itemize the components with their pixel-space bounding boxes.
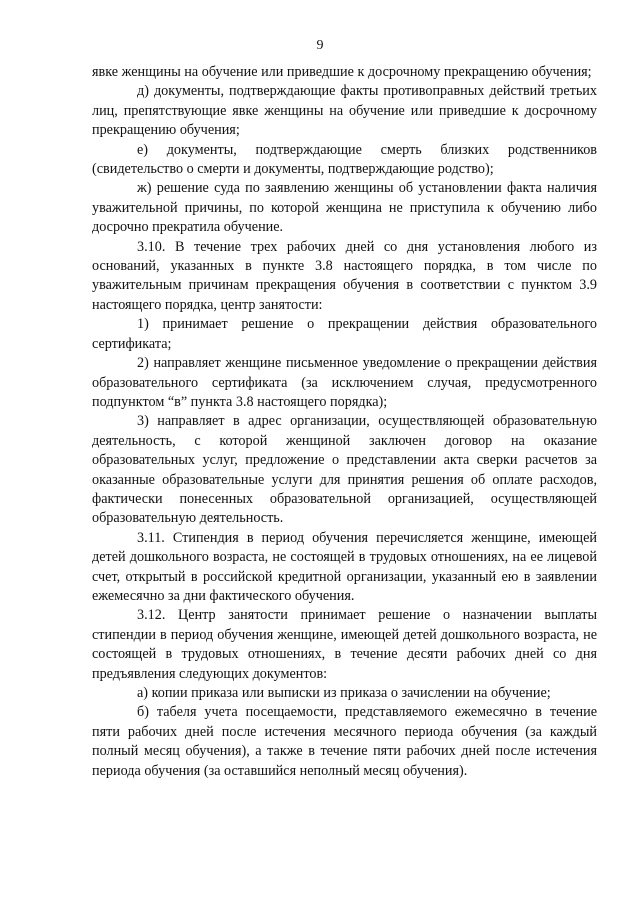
- document-body: [92, 63, 597, 781]
- paragraph-3-12-item-a: а) копии приказа или выписки из приказа о зачислении на обучение;: [137, 685, 551, 701]
- paragraph-item-e: е) документы, подтверждающие смерть близких родственников (свидетельство о смерти и документы, подтверждающие родство);: [92, 141, 597, 178]
- paragraph-continuation: явке женщины на обучение или приведшие к досрочному прекращению обучения;: [92, 64, 592, 80]
- paragraph-3-10-item-1: 1) принимает решение о прекращении действия образовательного сертификата;: [92, 316, 597, 352]
- page-number: 9: [316, 38, 324, 53]
- paragraph-3-12: 3.12. Центр занятости принимает решение о назначении выплаты стипендии в период обучения женщине, имеющей детей дошкольного возраста, не состоящей в трудовых отношениях, в течение десяти рабочих дней со дня предъявления следующих документов:: [92, 607, 597, 682]
- paragraph-item-zh: ж) решение суда по заявлению женщины об установлении факта наличия уважительной причины, по которой женщина не приступила к обучению либо досрочно прекратила обучение.: [92, 180, 597, 236]
- paragraph-item-d: д) документы, подтверждающие факты противоправных действий третьих лиц, препятствующие явке женщины на обучение или приведшие к досрочному прекращению обучения;: [92, 83, 597, 139]
- paragraph-3-11: 3.11. Стипендия в период обучения перечисляется женщине, имеющей детей дошкольного возраста, не состоящей в трудовых отношениях, на ее лицевой счет, открытый в российской кредитной организации, указанный ею в заявлении ежемесячно за дни фактического обучения.: [92, 529, 597, 604]
- paragraph-3-12-item-b: б) табеля учета посещаемости, представляемого ежемесячно в течение пяти рабочих дней после истечения месячного периода обучения (за каждый полный месяц обучения), а также в течение пяти рабочих дней после истечения периода обучения (за оставшийся неполный месяц обучения).: [92, 704, 597, 779]
- paragraph-3-10-item-3: 3) направляет в адрес организации, осуществляющей образовательную деятельность, с которой женщиной заключен договор на оказание образовательных услуг, предложение о представлении акта сверки расчетов за оказанные образовательные услуги для принятия решения об оплате расходов, фактически понесенных образовательной организацией, осуществляющей образовательную деятельность.: [92, 413, 597, 527]
- paragraph-3-10-item-2: 2) направляет женщине письменное уведомление о прекращении действия образовательного сертификата (за исключением случая, предусмотренного подпунктом “в” пункта 3.8 настоящего порядка);: [92, 355, 597, 410]
- paragraph-3-10: 3.10. В течение трех рабочих дней со дня установления любого из оснований, указанных в пункте 3.8 настоящего порядка, в том числе по уважительным причинам прекращения обучения в соответствии с пунктом 3.9 настоящего порядка, центр занятости:: [92, 238, 597, 313]
